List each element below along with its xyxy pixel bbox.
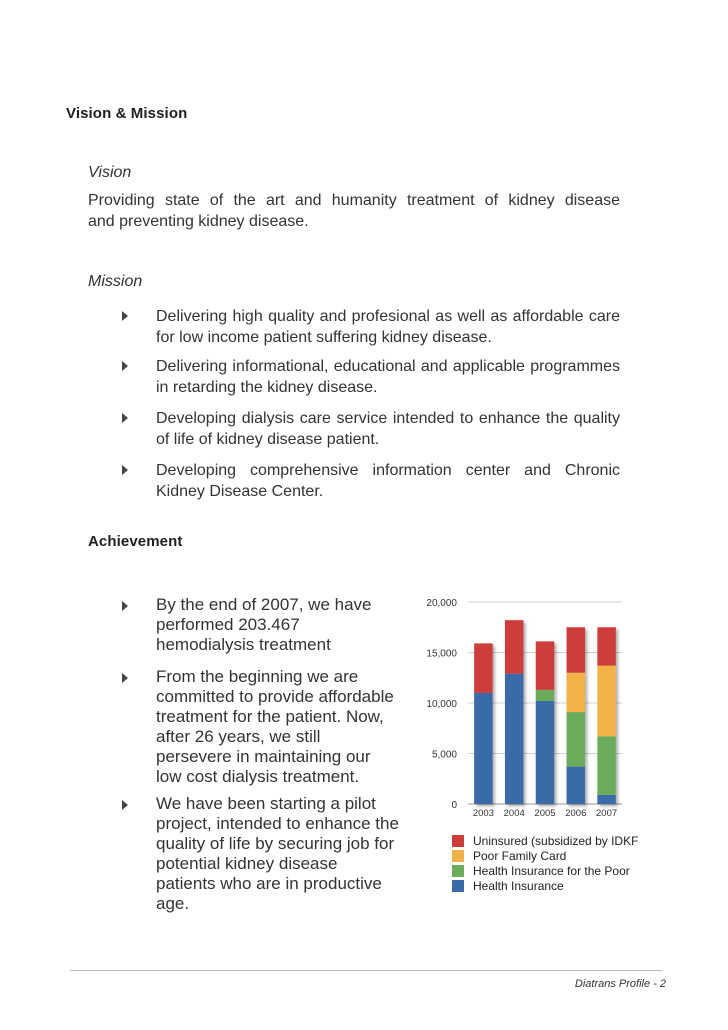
- legend-swatch: [452, 850, 464, 862]
- y-tick-label: 0: [451, 800, 457, 811]
- bar-stack-2007: [597, 627, 615, 804]
- legend-label: Uninsured (subsidized by IDKF: [473, 834, 639, 848]
- bullet-arrow-icon: [122, 311, 128, 321]
- achievement-item-text: From the beginning we are committed to provide affordable treatment for the patient. Now, after 26 years, we still persevere in maintaining our low cost dialysis treatment.: [156, 667, 394, 786]
- stacked-bar-chart: [400, 585, 640, 825]
- bullet-arrow-icon: [122, 673, 128, 683]
- bar-stack-2004: [505, 620, 523, 804]
- bar-segment-uninsured-subsidized-by-idkf-2006: [567, 627, 585, 672]
- bar-segment-poor-family-card-2007: [597, 666, 615, 737]
- bar-segment-uninsured-subsidized-by-idkf-2007: [597, 627, 615, 665]
- y-tick-label: 20,000: [426, 598, 457, 609]
- x-tick-label: 2004: [503, 808, 525, 819]
- bar-segment-uninsured-subsidized-by-idkf-2004: [505, 620, 523, 674]
- bar-segment-poor-family-card-2006: [567, 673, 585, 712]
- bar-stack-2006: [567, 627, 585, 804]
- bar-segment-health-insurance-for-the-poor-2005: [536, 690, 554, 701]
- footer-page-label: Diatrans Profile - 2: [574, 978, 666, 990]
- mission-heading: Mission: [88, 273, 143, 290]
- bullet-arrow-icon: [122, 800, 128, 810]
- y-tick-label: 5,000: [431, 749, 457, 761]
- bar-segment-uninsured-subsidized-by-idkf-2005: [536, 641, 554, 689]
- bar-segment-health-insurance-2005: [536, 701, 554, 804]
- bar-segment-health-insurance-2007: [597, 795, 615, 804]
- bullet-arrow-icon: [122, 601, 128, 611]
- mission-item-text: Delivering informational, educational and applicable programmes in retarding the kidney disease.: [156, 358, 620, 396]
- x-tick-label: 2003: [472, 808, 494, 819]
- mission-item-text: Developing dialysis care service intended to enhance the quality of life of kidney disease patient.: [156, 410, 620, 448]
- legend-label: Health Insurance: [473, 879, 564, 893]
- achievement-heading: Achievement: [88, 533, 183, 550]
- bullet-arrow-icon: [122, 413, 128, 423]
- x-tick-label: 2005: [534, 808, 556, 819]
- legend-swatch: [452, 880, 464, 892]
- vision-text: [88, 190, 620, 232]
- footer-divider: [70, 970, 662, 971]
- vision-heading: Vision: [88, 164, 132, 181]
- bar-stack-2003: [474, 643, 492, 804]
- x-tick-label: 2007: [596, 808, 618, 819]
- bullet-arrow-icon: [122, 465, 128, 475]
- vision-text-line: Providing state of the art and humanity treatment of kidney disease: [88, 192, 620, 209]
- legend-label: Poor Family Card: [473, 849, 567, 863]
- legend-swatch: [452, 865, 464, 877]
- page-title: Vision & Mission: [66, 105, 188, 122]
- bar-segment-health-insurance-2006: [567, 767, 585, 804]
- achievement-item-text: We have been starting a pilot project, intended to enhance the quality of life by securing job for potential kidney disease patients who are in productive age.: [156, 794, 399, 913]
- bar-segment-health-insurance-for-the-poor-2006: [567, 712, 585, 767]
- bar-stack-2005: [536, 641, 554, 804]
- legend-label: Health Insurance for the Poor: [473, 864, 630, 878]
- achievement-item-text: By the end of 2007, we have performed 203.467 hemodialysis treatment: [156, 595, 372, 654]
- vision-text-line: and preventing kidney disease.: [88, 213, 309, 230]
- x-tick-label: 2006: [565, 808, 587, 819]
- bar-segment-health-insurance-for-the-poor-2007: [597, 736, 615, 795]
- bar-segment-uninsured-subsidized-by-idkf-2003: [474, 643, 492, 692]
- mission-item-text: Developing comprehensive information center and Chronic Kidney Disease Center.: [156, 462, 620, 500]
- legend-swatch: [452, 835, 464, 847]
- y-tick-label: 10,000: [426, 699, 457, 710]
- mission-item-text: Delivering high quality and profesional as well as affordable care for low income patient suffering kidney disease.: [156, 308, 620, 346]
- bar-segment-health-insurance-2004: [505, 674, 523, 804]
- bullet-arrow-icon: [122, 361, 128, 371]
- bar-segment-health-insurance-2003: [474, 693, 492, 804]
- y-tick-label: 15,000: [426, 648, 457, 660]
